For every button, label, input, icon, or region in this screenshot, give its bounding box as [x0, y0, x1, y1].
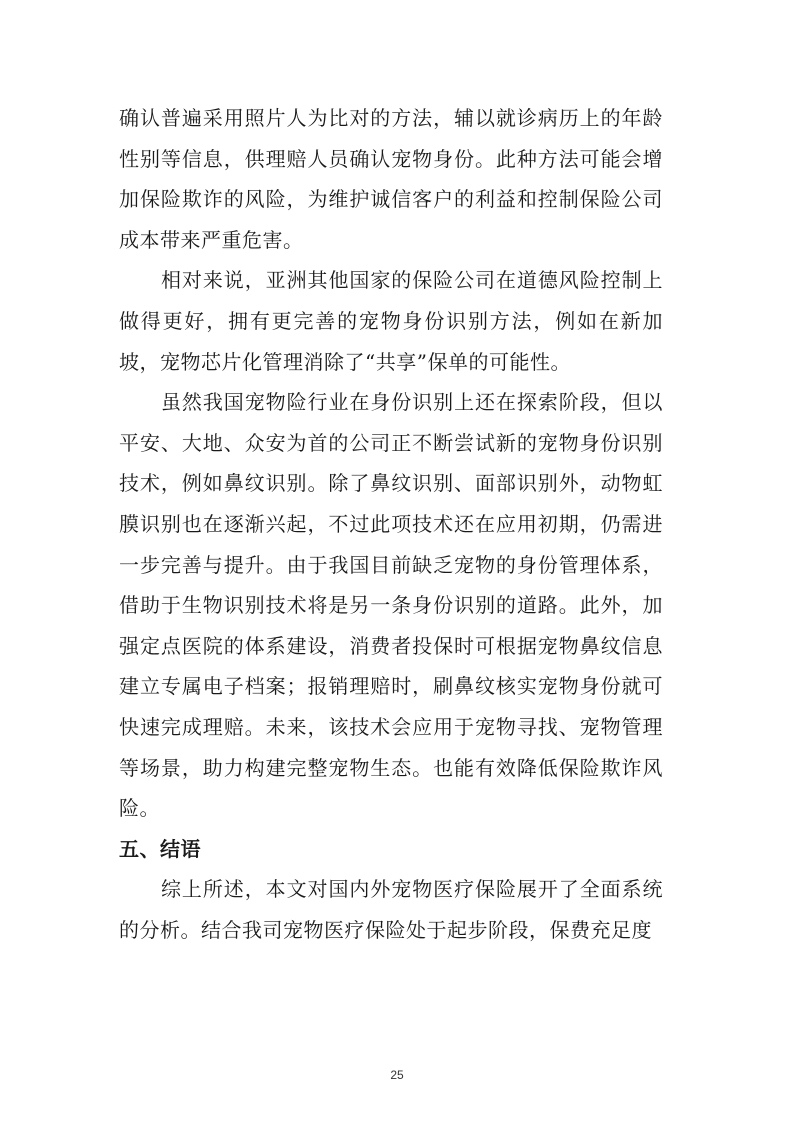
page-number: 25	[390, 1068, 404, 1082]
section-heading-conclusion: 五、结语	[119, 836, 201, 861]
paragraph-biometric-identification: 虽然我国宠物险行业在身份识别上还在探索阶段，但以平安、大地、众安为首的公司正不断尝试新的宠物身份识别技术，例如鼻纹识别。除了鼻纹识别、面部识别外，动物虹膜识别也在逐渐兴起，不过此项技术还在应用初期，仍需进一步完善与提升。由于我国目前缺乏宠物的身份管理体系，借助于生物识别技术将是另一条身份识别的道路。此外，加强定点医院的体系建设，消费者投保时可根据宠物鼻纹信息建立专属电子档案；报销理赔时，刷鼻纹核实宠物身份就可快速完成理赔。未来，该技术会应用于宠物寻找、宠物管理等场景，助力构建完整宠物生态。也能有效降低保险欺诈风险。	[119, 390, 663, 821]
paragraph-continued: 确认普遍采用照片人为比对的方法，辅以就诊病历上的年龄性别等信息，供理赔人员确认宠物身份。此种方法可能会增加保险欺诈的风险，为维护诚信客户的利益和控制保险公司成本带来严重危害。	[119, 106, 663, 252]
body-text	[119, 98, 663, 950]
paragraph-conclusion: 综上所述，本文对国内外宠物医疗保险展开了全面系统的分析。结合我司宠物医疗保险处于起步阶段，保费充足度	[119, 877, 663, 942]
paragraph-asia-comparison: 相对来说，亚洲其他国家的保险公司在道德风险控制上做得更好，拥有更完善的宠物身份识别方法，例如在新加坡，宠物芯片化管理消除了“共享”保单的可能性。	[119, 268, 663, 374]
